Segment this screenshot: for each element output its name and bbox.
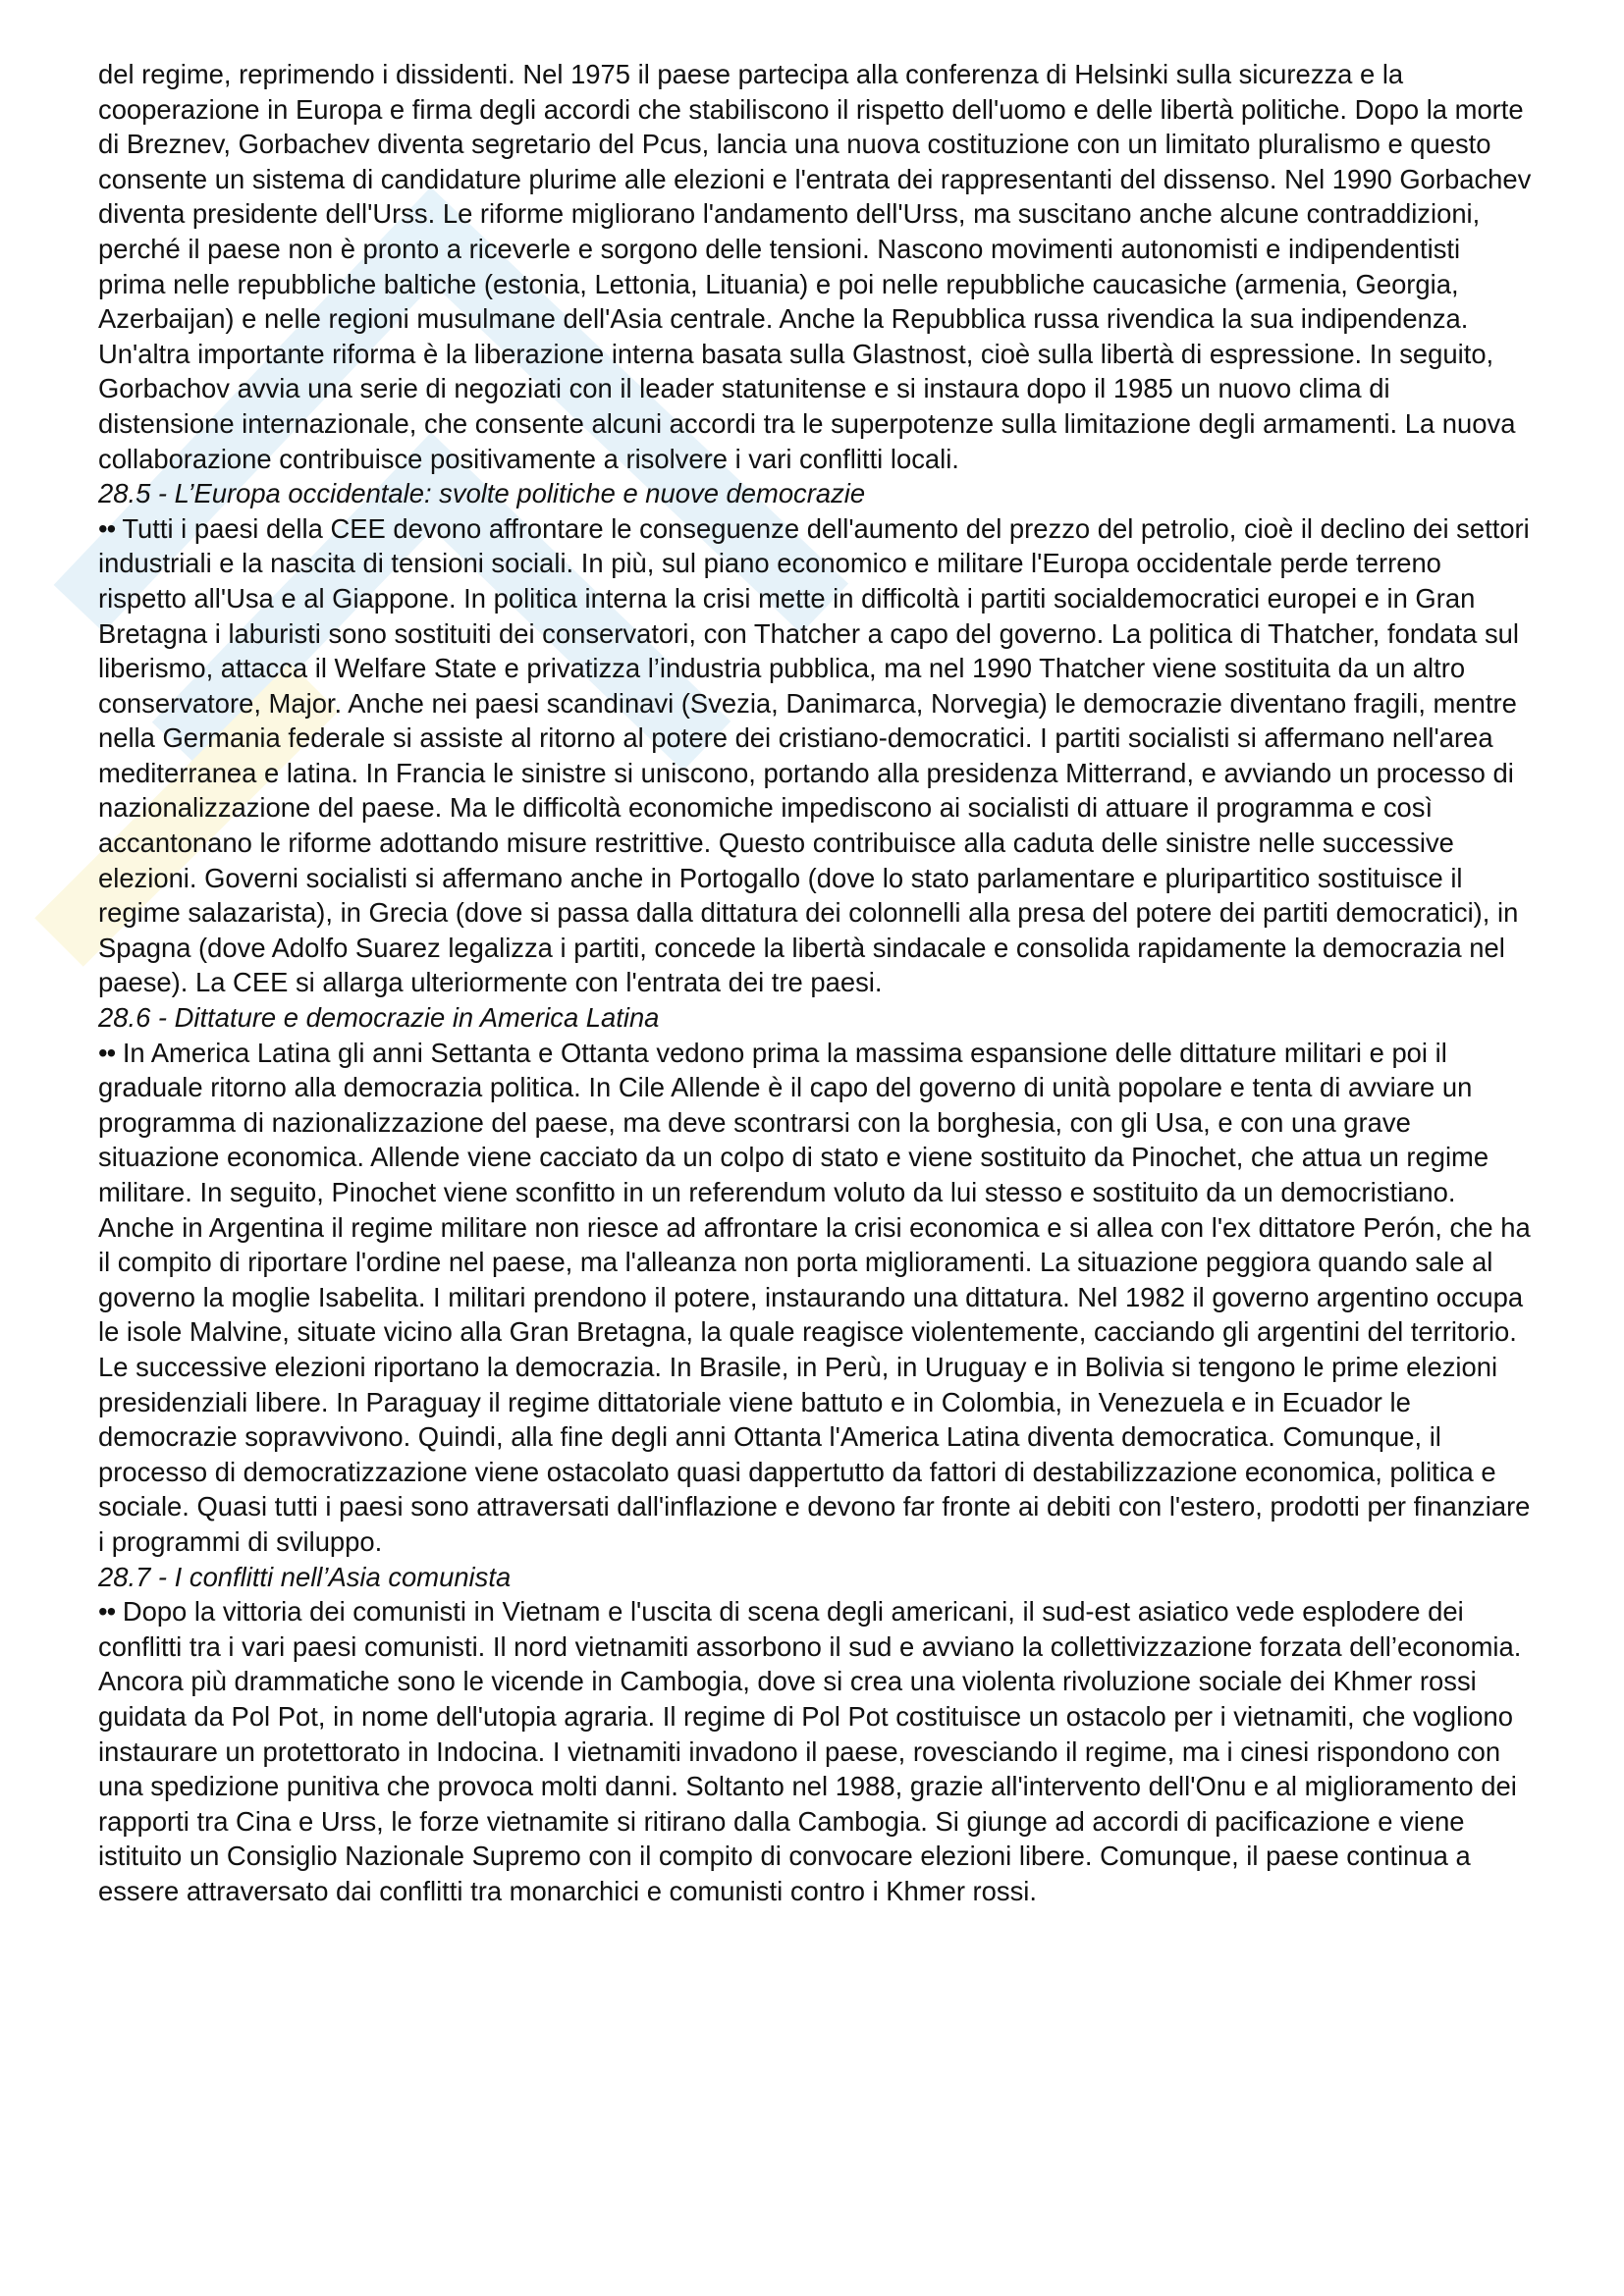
bullet-icon: ••: [98, 1596, 116, 1628]
paragraph-text: Dopo la vittoria dei comunisti in Vietnam e l'uscita di scena degli americani, il sud-est asiatico vede esplodere dei conflitti tra i vari paesi comunisti. Il nord vietnamiti assorbono il sud e avviano la collettivizzazione forzata dell’economia. Ancora più drammatiche sono le vicende in Cambogia, dove si crea una violenta rivoluzione sociale dei Khmer rossi guidata da Pol Pot, in nome dell'utopia agraria. Il regime di Pol Pot costituisce un ostacolo per i vietnamiti, che vogliono instaurare un protettorato in Indocina. I vietnamiti invadono il paese, rovesciando il regime, ma i cinesi rispondono con una spedizione punitiva che provoca molti danni. Soltanto nel 1988, grazie all'intervento dell'Onu e al miglioramento dei rapporti tra Cina e Urss, le forze vietnamite si ritirano dalla Cambogia. Si giunge ad accordi di pacificazione e viene istituito un Consiglio Nazionale Supremo con il compito di convocare elezioni libere. Comunque, il paese continua a essere attraversato dai conflitti tra monarchici e comunisti contro i Khmer rossi.: [98, 1596, 1522, 1906]
section-heading: [98, 476, 1532, 511]
paragraph-text: Tutti i paesi della CEE devono affrontare le conseguenze dell'aumento del prezzo del petrolio, cioè il declino dei settori industriali e la nascita di tensioni sociali. In più, sul piano economico e militare l'Europa occidentale perde terreno rispetto all'Usa e al Giappone. In politica interna la crisi mette in difficoltà i partiti socialdemocratici europei e in Gran Bretagna i laburisti sono sostituiti dei conservatori, con Thatcher a capo del governo. La politica di Thatcher, fondata sul liberismo, attacca il Welfare State e privatizza l’industria pubblica, ma nel 1990 Thatcher viene sostituita da un altro conservatore, Major. Anche nei paesi scandinavi (Svezia, Danimarca, Norvegia) le democrazie diventano fragili, mentre nella Germania federale si assiste al ritorno al potere dei cristiano-democratici. I partiti socialisti si affermano nell'area mediterranea e latina. In Francia le sinistre si uniscono, portando alla presidenza Mitterrand, e avviando un processo di nazionalizzazione del paese. Ma le difficoltà economiche impediscono ai socialisti di attuare il programma e così accantonano le riforme adottando misure restrittive. Questo contribuisce alla caduta delle sinistre nelle successive elezioni. Governi socialisti si affermano anche in Portogallo (dove lo stato parlamentare e pluripartitico sostituisce il regime salazarista), in Grecia (dove si passa dalla dittatura dei colonnelli alla presa del potere dei partiti democratici), in Spagna (dove Adolfo Suarez legalizza i partiti, concede la libertà sindacale e consolida rapidamente la democrazia nel paese). La CEE si allarga ulteriormente con l'entrata dei tre paesi.: [98, 512, 1530, 998]
heading-text: 28.5 - L’Europa occidentale: svolte politiche e nuove democrazie: [98, 478, 866, 509]
section-heading: [98, 1560, 1532, 1595]
paragraph: [98, 1036, 1532, 1210]
paragraph: [98, 1594, 1532, 1908]
heading-text: 28.7 - I conflitti nell’Asia comunista: [98, 1561, 512, 1592]
paragraph: [98, 511, 1532, 1000]
heading-text: 28.6 - Dittature e democrazie in America Latina: [98, 1002, 660, 1034]
bullet-icon: ••: [98, 1037, 116, 1068]
section-heading: [98, 1000, 1532, 1036]
document-body: [98, 57, 1532, 1908]
paragraph-text: del regime, reprimendo i dissidenti. Nel 1975 il paese partecipa alla conferenza di Helsinki sulla sicurezza e la cooperazione in Europa e firma degli accordi che stabiliscono il rispetto dell'uomo e delle libertà politiche. Dopo la morte di Breznev, Gorbachev diventa segretario del Pcus, lancia una nuova costituzione con un limitato pluralismo e questo consente un sistema di candidature plurime alle elezioni e l'entrata dei rappresentanti del dissenso. Nel 1990 Gorbachev diventa presidente dell'Urss. Le riforme migliorano l'andamento dell'Urss, ma suscitano anche alcune contraddizioni, perché il paese non è pronto a riceverle e sorgono delle tensioni. Nascono movimenti autonomisti e indipendentisti prima nelle repubbliche baltiche (estonia, Lettonia, Lituania) e poi nelle repubbliche caucasiche (armenia, Georgia, Azerbaijan) e nelle regioni musulmane dell'Asia centrale. Anche la Repubblica russa rivendica la sua indipendenza. Un'altra importante riforma è la liberazione interna basata sulla Glastnost, cioè sulla libertà di espressione. In seguito, Gorbachov avvia una serie di negoziati con il leader statunitense e si instaura dopo il 1985 un nuovo clima di distensione internazionale, che consente alcuni accordi tra le superpotenze sulla limitazione degli armamenti. La nuova collaborazione contribuisce positivamente a risolvere i vari conflitti locali.: [98, 59, 1532, 474]
paragraph: [98, 57, 1532, 476]
paragraph-text: In America Latina gli anni Settanta e Ottanta vedono prima la massima espansione delle dittature militari e poi il graduale ritorno alla democrazia politica. In Cile Allende è il capo del governo di unità popolare e tenta di avviare un programma di nazionalizzazione del paese, ma deve scontrarsi con la borghesia, con gli Usa, e con una grave situazione economica. Allende viene cacciato da un colpo di stato e viene sostituito da Pinochet, che attua un regime militare. In seguito, Pinochet viene sconfitto in un referendum voluto da lui stesso e sostituito da un democristiano.: [98, 1037, 1489, 1207]
paragraph-text: Anche in Argentina il regime militare non riesce ad affrontare la crisi economica e si allea con l'ex dittatore Perón, che ha il compito di riportare l'ordine nel paese, ma l'alleanza non porta miglioramenti. La situazione peggiora quando sale al governo la moglie Isabelita. I militari prendono il potere, instaurando una dittatura. Nel 1982 il governo argentino occupa le isole Malvine, situate vicino alla Gran Bretagna, la quale reagisce violentemente, cacciando gli argentini del territorio. Le successive elezioni riportano la democrazia. In Brasile, in Perù, in Uruguay e in Bolivia si tengono le prime elezioni presidenziali libere. In Paraguay il regime dittatoriale viene battuto e in Colombia, in Venezuela e in Ecuador le democrazie sopravvivono. Quindi, alla fine degli anni Ottanta l'America Latina diventa democratica. Comunque, il processo di democratizzazione viene ostacolato quasi dappertutto da fattori di destabilizzazione economica, politica e sociale. Quasi tutti i paesi sono attraversati dall'inflazione e devono far fronte ai debiti con l'estero, prodotti per finanziare i programmi di sviluppo.: [98, 1211, 1531, 1557]
paragraph: [98, 1210, 1532, 1560]
bullet-icon: ••: [98, 512, 116, 544]
